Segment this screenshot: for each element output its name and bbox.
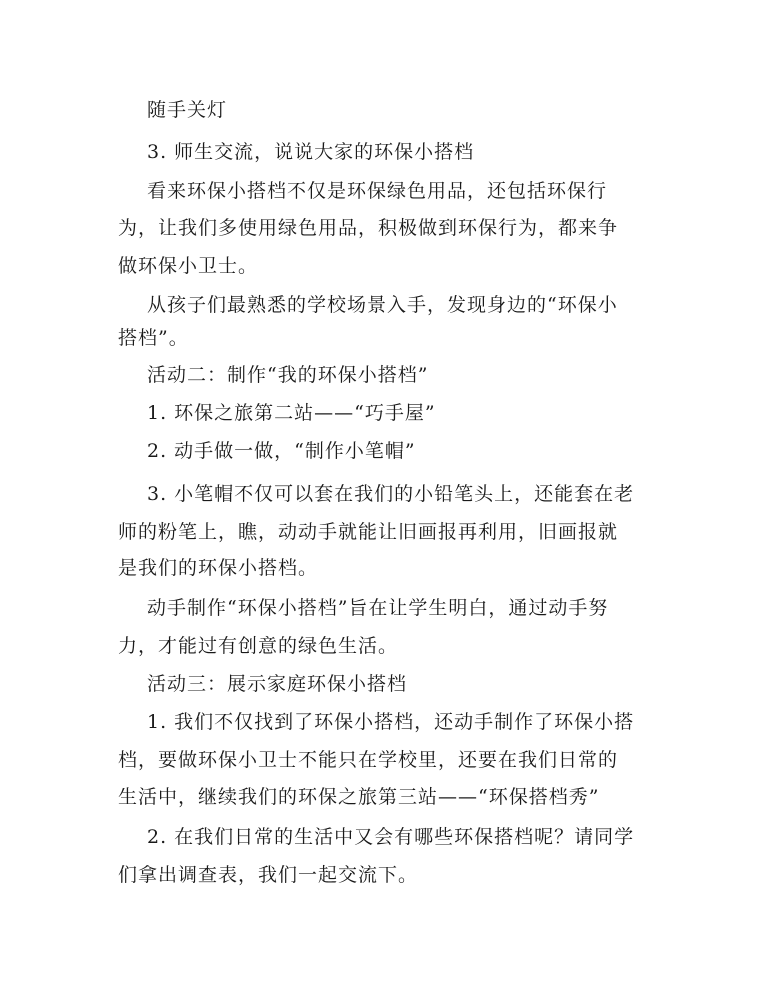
text-line: 生活中，继续我们的环保之旅第三站——“环保搭档秀”: [118, 786, 600, 808]
text-line: 看来环保小搭档不仅是环保绿色用品，还包括环保行: [147, 180, 608, 202]
text-line: 3. 小笔帽不仅可以套在我们的小铅笔头上，还能套在老: [147, 483, 635, 505]
text-line: 随手关灯: [147, 99, 228, 121]
text-line: 2. 在我们日常的生活中又会有哪些环保搭档呢？请同学: [147, 826, 635, 848]
text-line: 2. 动手做一做，“制作小笔帽”: [147, 440, 416, 462]
text-line: 为，让我们多使用绿色用品，积极做到环保行为，都来争: [118, 217, 619, 239]
text-line: 力，才能过有创意的绿色生活。: [118, 635, 399, 657]
section-heading: 活动二：制作“我的环保小搭档”: [147, 364, 429, 386]
text-line: 是我们的环保小搭档。: [118, 557, 319, 579]
text-line: 师的粉笔上，瞧，动动手就能让旧画报再利用，旧画报就: [118, 521, 619, 543]
text-line: 做环保小卫士。: [118, 255, 259, 277]
text-line: 动手制作“环保小搭档”旨在让学生明白，通过动手努: [147, 597, 609, 619]
text-line: 从孩子们最熟悉的学校场景入手，发现身边的“环保小: [147, 294, 618, 316]
text-line: 1. 我们不仅找到了环保小搭档，还动手制作了环保小搭: [147, 711, 635, 733]
text-line: 3. 师生交流，说说大家的环保小搭档: [147, 141, 475, 163]
text-line: 1. 环保之旅第二站——“巧手屋”: [147, 402, 436, 424]
text-line: 档，要做环保小卫士不能只在学校里，还要在我们日常的: [118, 749, 619, 771]
text-line: 们拿出调查表，我们一起交流下。: [118, 864, 419, 886]
section-heading: 活动三：展示家庭环保小搭档: [147, 673, 408, 695]
text-line: 搭档”。: [118, 327, 189, 349]
